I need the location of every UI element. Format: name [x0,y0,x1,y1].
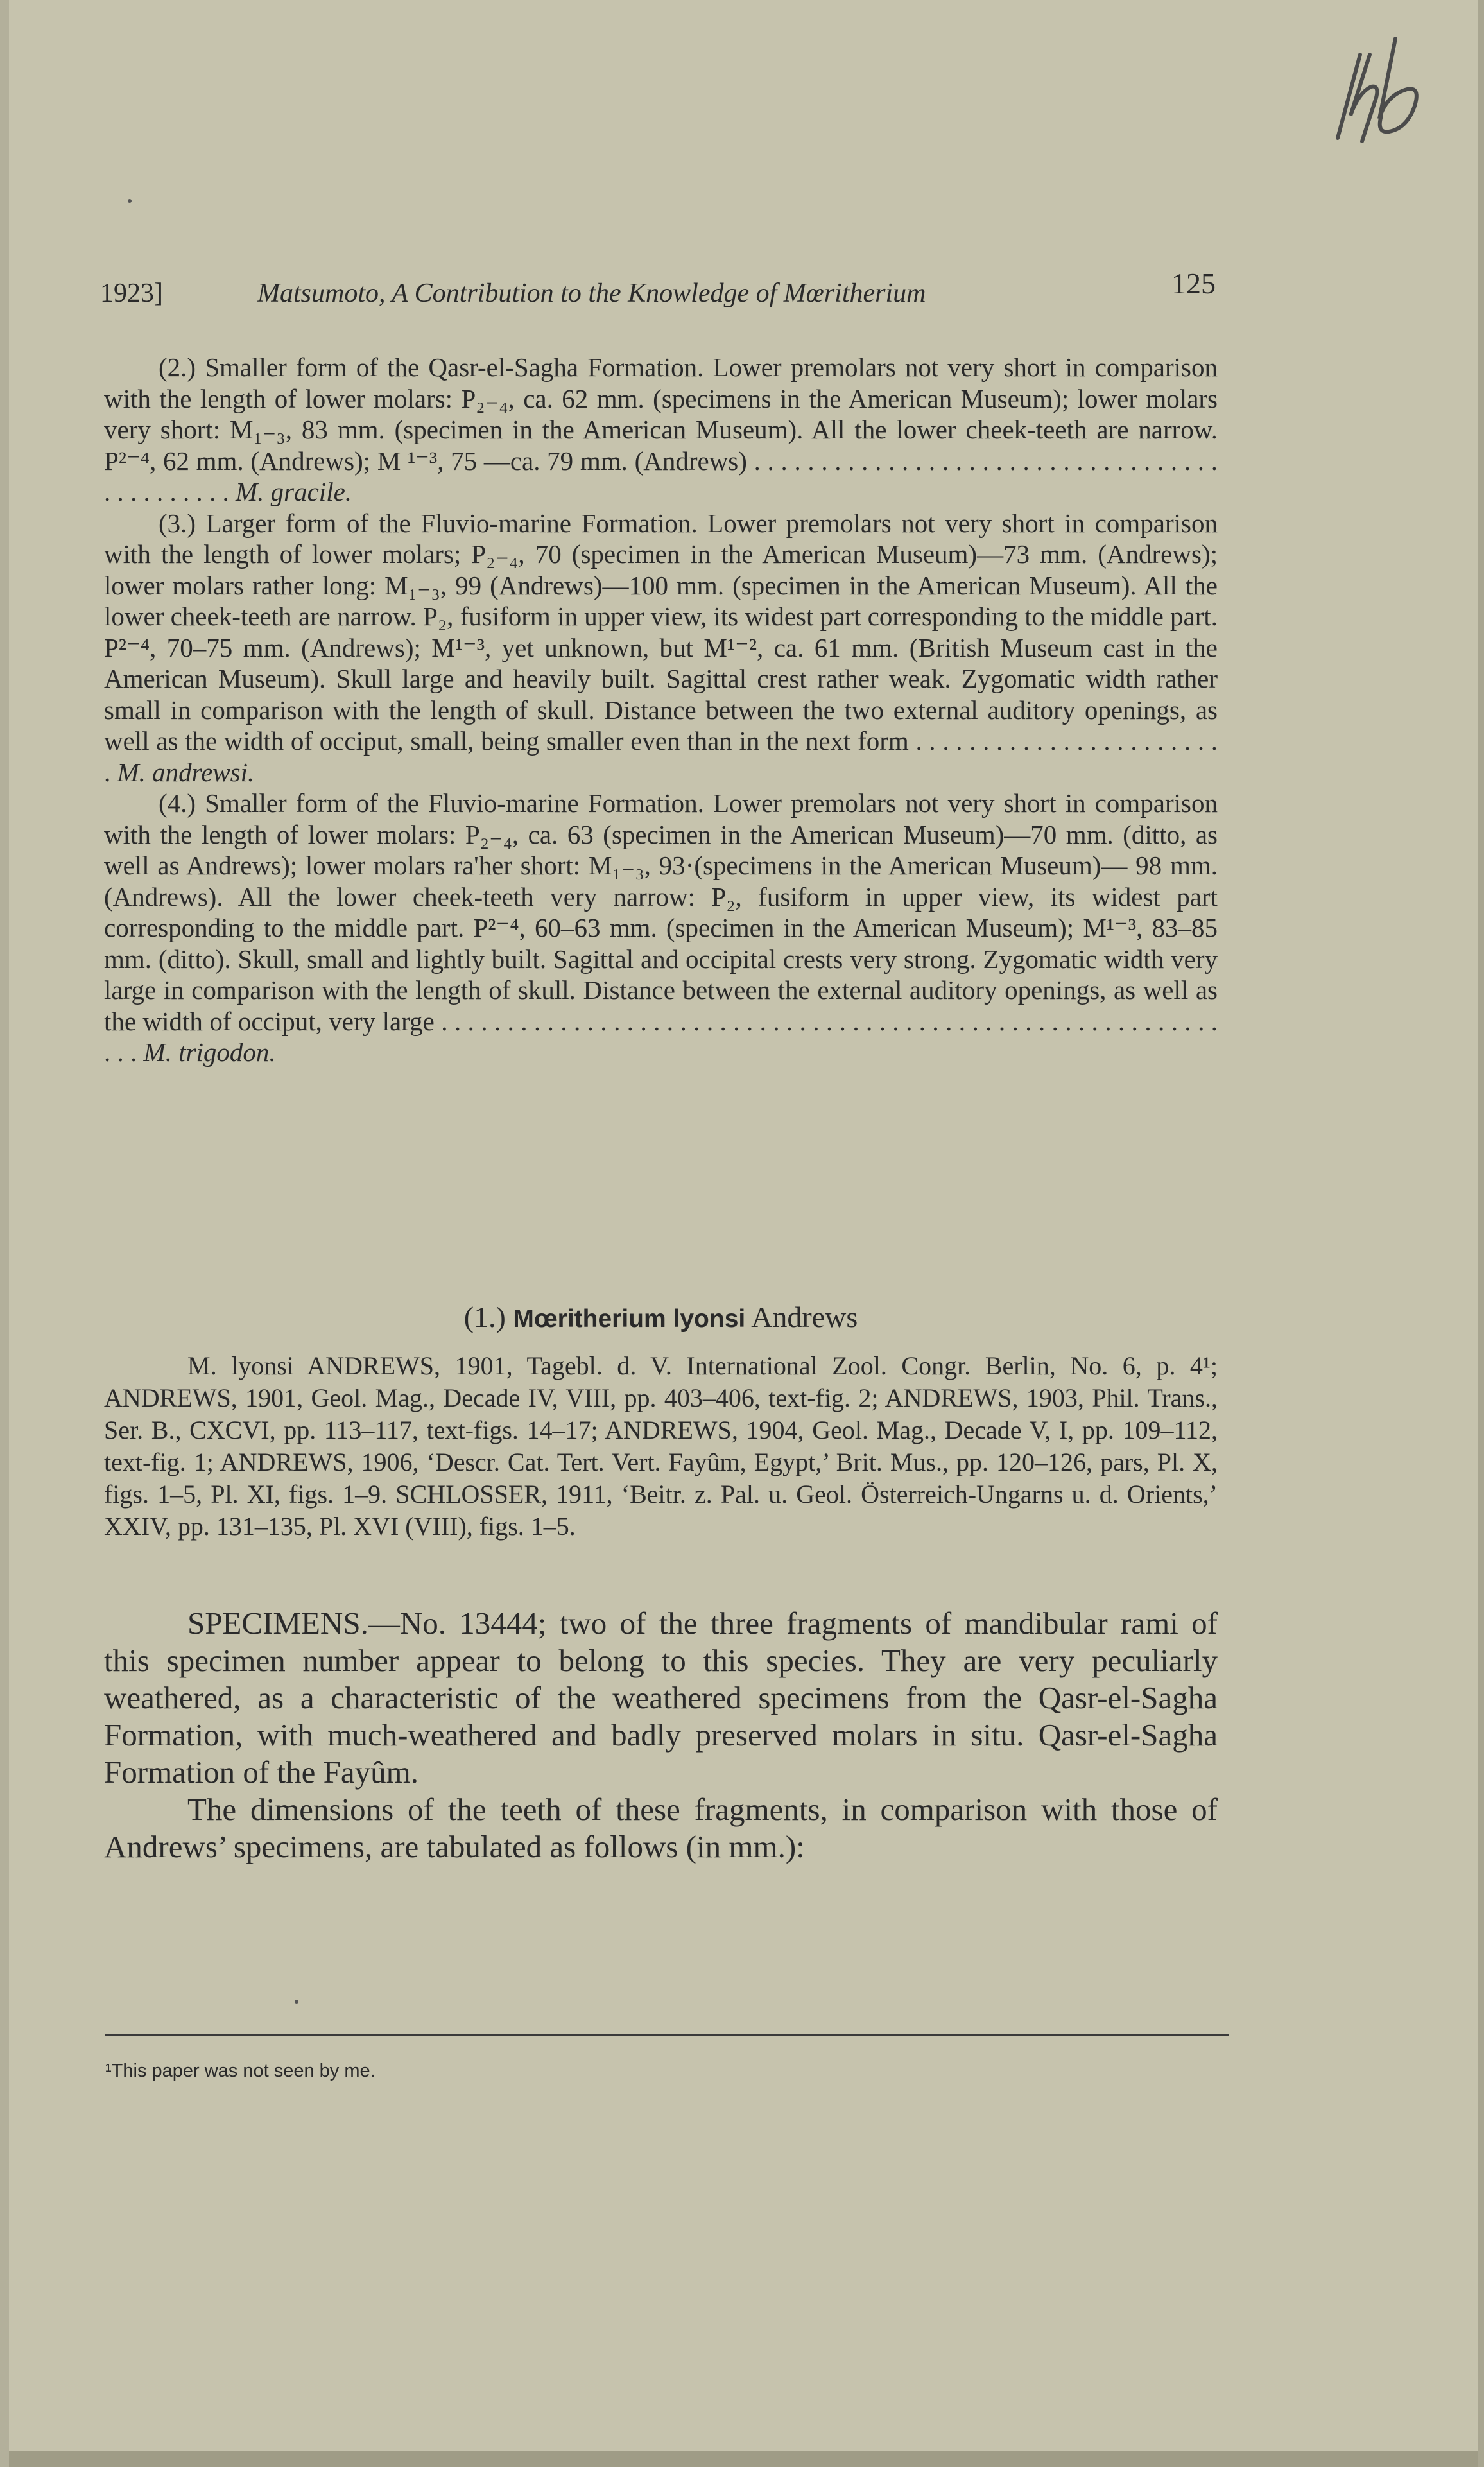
synonymy-text: M. lyonsi ANDREWS, 1901, Tagebl. d. V. International Zool. Congr. Berlin, No. 6, p. 4¹; ANDREWS, 1901, Geol. Mag., Decade IV, VIII, pp. 403–406, text-fig. 2; ANDREWS, 1903, Phil. Trans., Ser. B., CXCVI, pp. 113–117, text-figs. 14–17; ANDREWS, 1904, Geol. Mag., Decade V, I, pp. 109–112, text-fig. 1; ANDREWS, 1906, ‘Descr. Cat. Tert. Vert. Fayûm, Egypt,’ Brit. Mus., pp. 120–126, pars, Pl. X, figs. 1–5, Pl. XI, figs. 1–9. SCHLOSSER, 1911, ‘Beitr. z. Pal. u. Geol. Österreich-Ungarns u. d. Orients,’ XXIV, pp. 131–135, Pl. XVI (VIII), figs. 1–5. [104,1351,1218,1541]
paper-speck [295,2000,298,2004]
key-paragraph [104,508,1218,788]
key-paragraph-text: (2.) Smaller form of the Qasr-el-Sagha Formation. Lower premolars not very short in comparison with the length of lower molars: P₂₋₄, ca. 62 mm. (specimens in the American Museum); lower molars very short: M₁₋₃, 83 mm. (specimen in the American Museum). All the lower cheek-teeth are narrow. P²⁻⁴, 62 mm. (Andrews); M ¹⁻³, 75 —ca. 79 mm. (Andrews) [104,352,1218,476]
page-bottom-edge [9,2451,1478,2467]
section-heading [104,1300,1218,1334]
paper-speck [128,199,132,203]
species-name: M. trigodon. [143,1037,276,1067]
species-name: M. andrewsi. [117,757,255,787]
specimens-block [104,1605,1218,1865]
leader-dots: . . . . . . . . . . . . . . . . . . . . . . . . [104,726,1218,787]
key-paragraph-text: (3.) Larger form of the Fluvio-marine Formation. Lower premolars not very short in comparison with the length of lower molars; P₂₋₄, 70 (specimen in the American Museum)—73 mm. (Andrews); lower molars rather long: M₁₋₃, 99 (Andrews)—100 mm. (specimen in the American Museum). All the lower cheek-teeth are narrow. P₂, fusiform in upper view, its widest part corresponding to the middle part. P²⁻⁴, 70–75 mm. (Andrews); M¹⁻³, yet unknown, but M¹⁻², ca. 61 mm. (British Museum cast in the American Museum). Skull large and heavily built. Sagittal crest rather weak. Zygomatic width rather small in comparison with the length of skull. Distance between the two external auditory openings, as well as the width of occiput, small, being smaller even than in the next form [104,508,1218,756]
leader-dots: . . . . . . . . . . . . . . . . . . . . . . . . . . . . . . . . . . . . . . . . . . . . . [104,446,1218,506]
page-number: 125 [1171,267,1216,300]
key-paragraph-text: (4.) Smaller form of the Fluvio-marine Formation. Lower premolars not very short in comparison with the length of lower molars: P₂₋₄, ca. 63 (specimen in the American Museum)—70 mm. (ditto, as well as Andrews); lower molars ra'her short: M₁₋₃, 93·(specimens in the American Museum)— 98 mm. (Andrews). All the lower cheek-teeth very narrow: P₂, fusiform in upper view, its widest part corresponding to the middle part. P²⁻⁴, 60–63 mm. (specimen in the American Museum); M¹⁻³, 83–85 mm. (ditto). Skull, small and lightly built. Sagittal and occipital crests very strong. Zygomatic width very large in comparison with the length of skull. Distance between the external auditory openings, as well as the width of occiput, very large [104,788,1218,1036]
running-head [100,266,1216,311]
synonymy-block [104,1350,1218,1543]
dimensions-intro: The dimensions of the teeth of these fragments, in comparison with those of Andrews’ specimens, are tabulated as follows (in mm.): [104,1792,1218,1864]
footnote: ¹This paper was not seen by me. [105,2061,375,2081]
handwritten-page-number [1325,26,1440,154]
taxon-name: Mœritherium lyonsi [513,1305,746,1333]
key-paragraph [104,352,1218,508]
running-head-year: 1923] [100,279,163,308]
key-paragraph [104,788,1218,1068]
specimens-label: SPECIMENS. [187,1606,368,1641]
key-to-species [104,352,1218,1068]
specimens-paragraph [104,1605,1218,1791]
footnote-rule [105,2034,1229,2036]
taxon-author: Andrews [751,1301,858,1333]
section-number: (1.) [463,1301,506,1333]
specimens-text: —No. 13444; two of the three fragments of mandibular rami of this specimen number appear to belong to this species. They are very peculiarly weathered, as a characteristic of the weathered specimens from the Qasr-el-Sagha Formation, with much-weathered and badly preserved molars in situ. Qasr-el-Sagha Formation of the Fayûm. [104,1606,1218,1790]
species-name: M. gracile. [236,477,352,506]
running-head-title: Matsumoto, A Contribution to the Knowledge of Mœritherium [257,279,926,308]
leader-dots: . . . . . . . . . . . . . . . . . . . . . . . . . . . . . . . . . . . . . . . . . . . . . . . . . . . . . . . . . . . . . . [104,1006,1218,1067]
